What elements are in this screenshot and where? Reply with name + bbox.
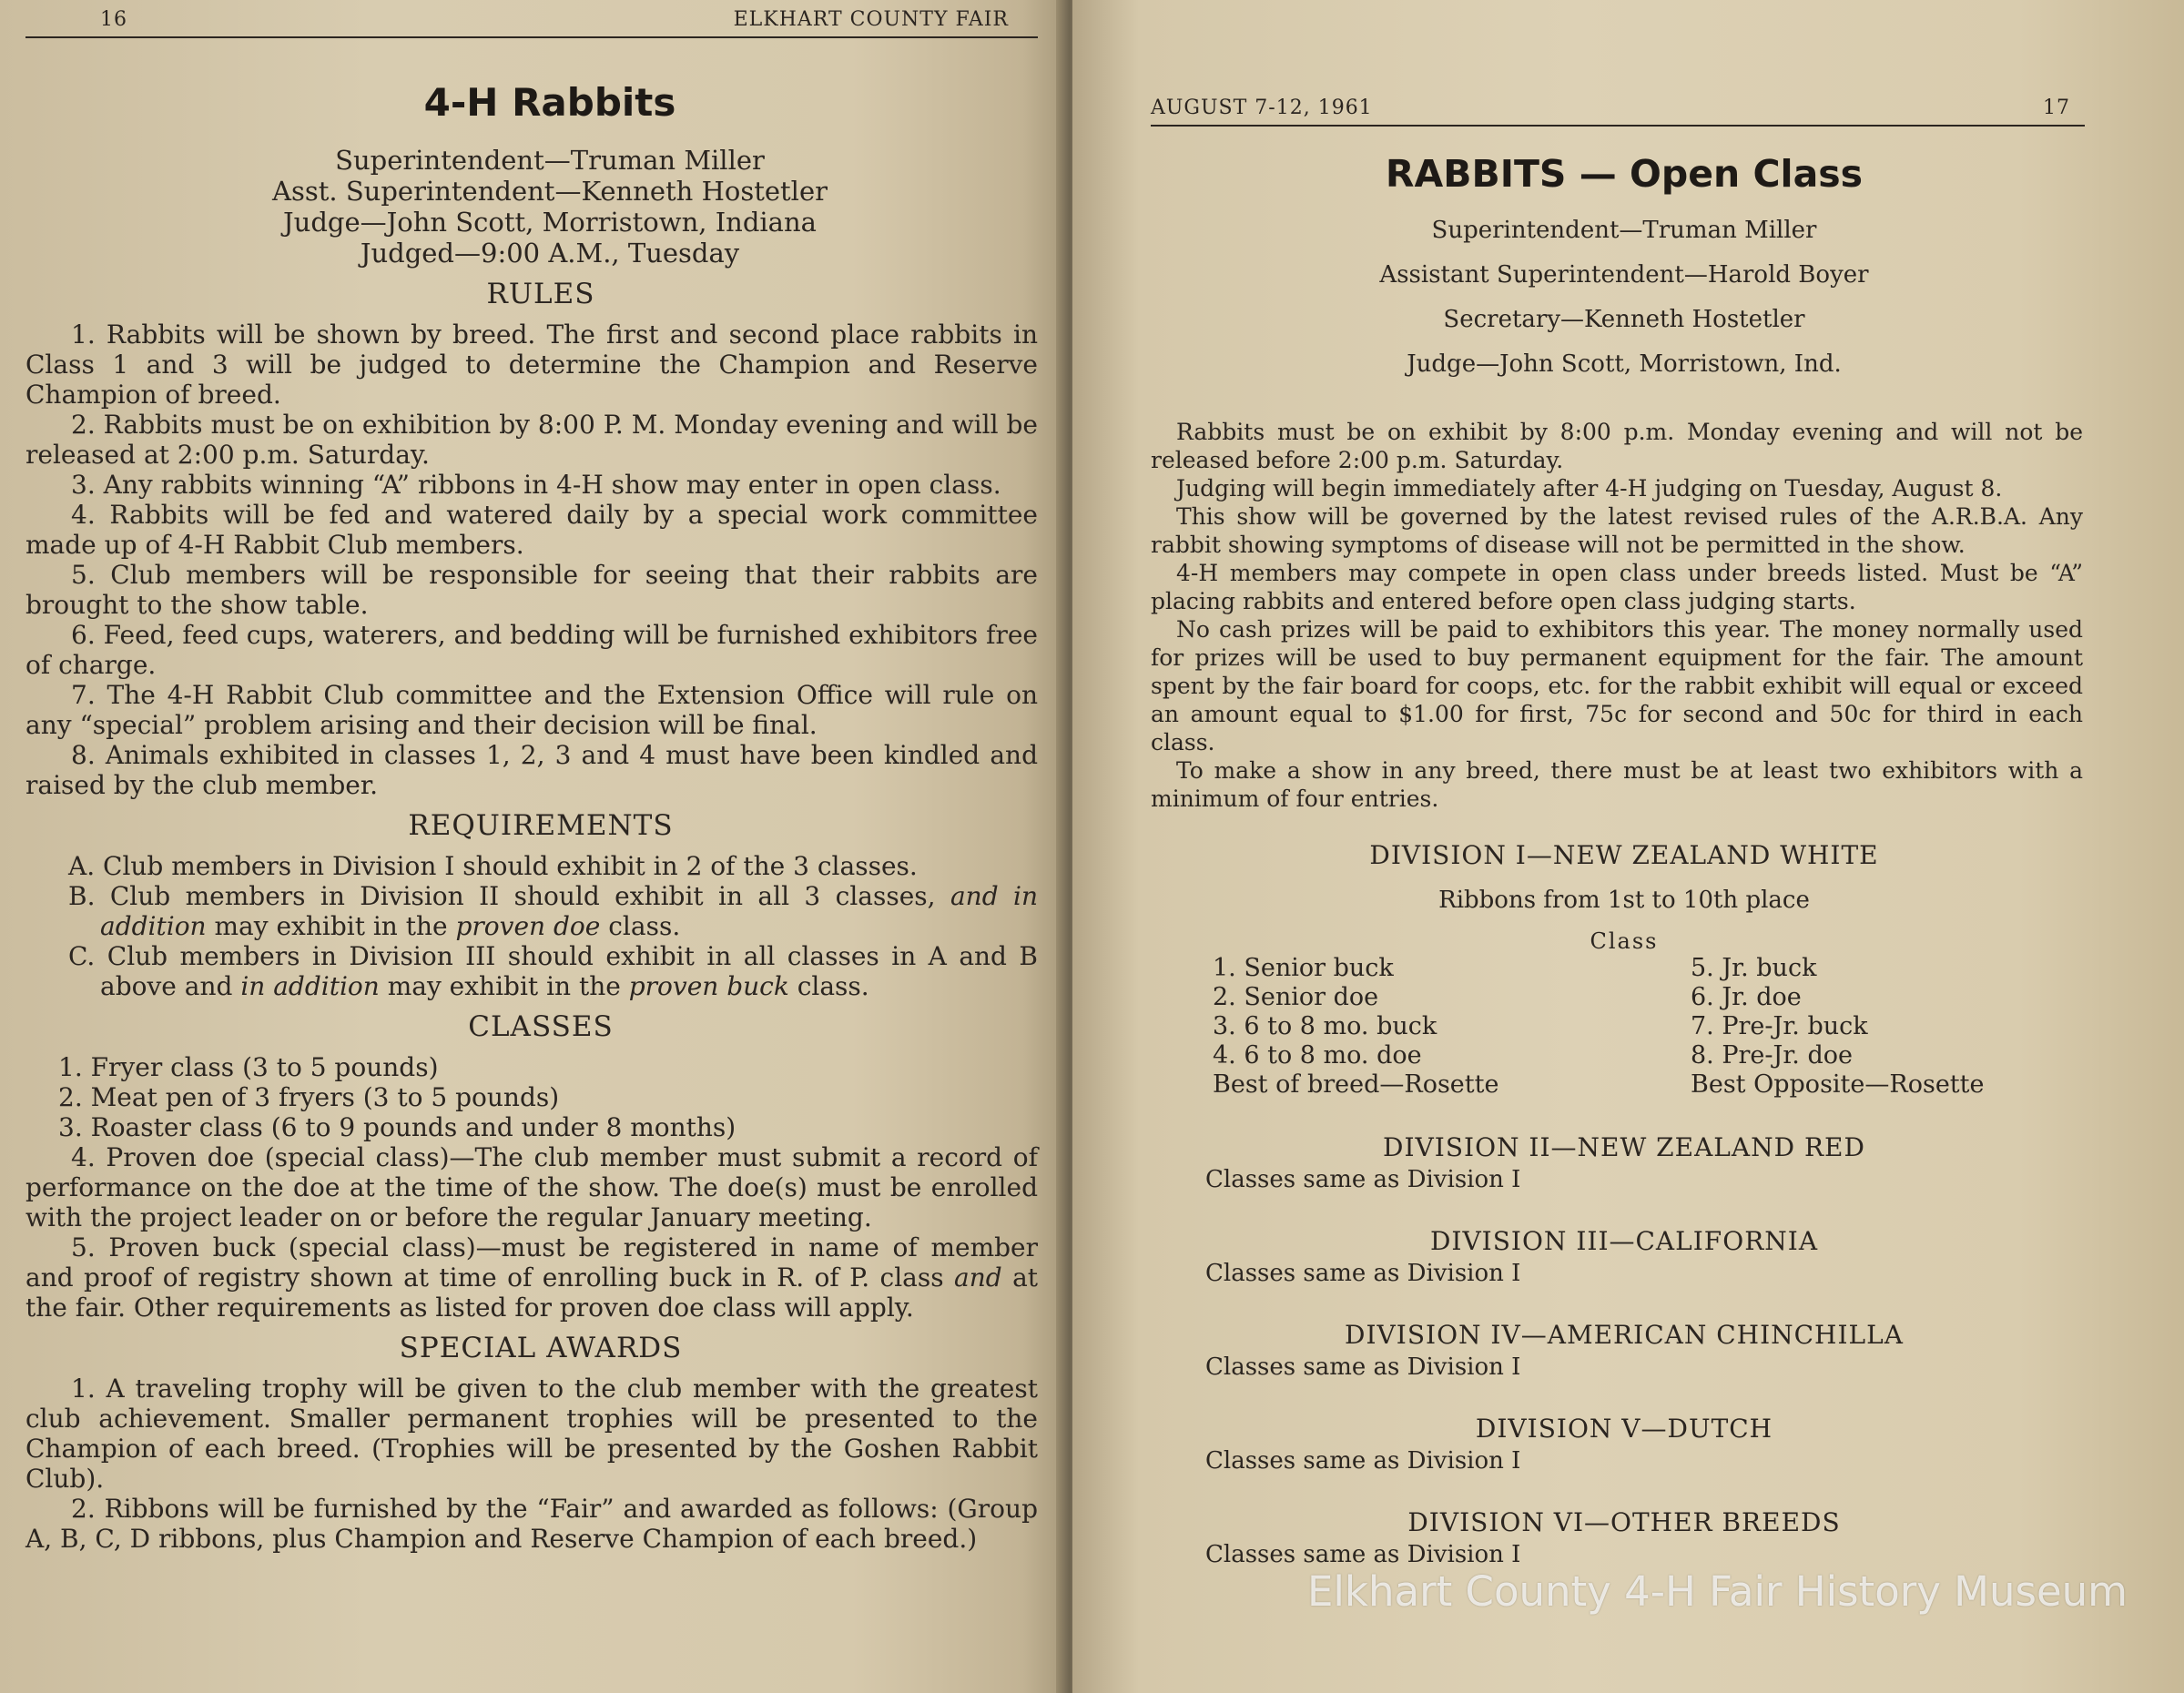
official-line: Secretary—Kenneth Hostetler <box>1443 306 1805 333</box>
requirement-text: may exhibit in the <box>214 911 448 941</box>
requirement-italic: proven buck <box>628 971 789 1001</box>
rule-item: 5. Club members will be responsible for seeing that their rabbits are brought to the show table. <box>25 560 1038 620</box>
classes-heading: CLASSES <box>468 1010 614 1043</box>
rule-item: 3. Any rabbits winning “A” ribbons in 4-H show may enter in open class. <box>71 470 1001 500</box>
right-page-number: 17 <box>2043 96 2070 119</box>
requirement-text: B. Club members in Division II should exhibit in all 3 classes, <box>68 881 936 911</box>
intro-paragraph: 4-H members may compete in open class under breeds listed. Must be “A” placing rabbits and entered before open class judging starts. <box>1151 560 2083 614</box>
division-note: Classes same as Division I <box>1205 1541 1521 1568</box>
division-class-item: 7. Pre-Jr. buck <box>1691 1012 1868 1040</box>
division-class-grid <box>1213 954 2148 1100</box>
official-line: Judged—9:00 A.M., Tuesday <box>360 238 740 269</box>
rule-item: 2. Rabbits must be on exhibition by 8:00 P. M. Monday evening and will be released at 2:00 p.m. Saturday. <box>25 410 1038 470</box>
division-note: Classes same as Division I <box>1205 1260 1521 1287</box>
right-page <box>1072 0 2184 1693</box>
official-line: Asst. Superintendent—Kenneth Hostetler <box>272 176 828 207</box>
class-item <box>25 1232 1038 1323</box>
division-heading: DIVISION IV—AMERICAN CHINCHILLA <box>1345 1320 1904 1350</box>
division-note: Classes same as Division I <box>1205 1166 1521 1193</box>
class-item: 3. Roaster class (6 to 9 pounds and under 8 months) <box>58 1112 736 1142</box>
official-line: Superintendent—Truman Miller <box>335 145 765 176</box>
intro-paragraph: No cash prizes will be paid to exhibitors this year. The money normally used for prizes will be used to buy permanent equipment for the fair. The amount spent by the fair board for coops, etc. for the rabbit exhibit will equal or exceed an amount equal to $1.00 for first, 75c for second and 50c for third in each class. <box>1151 616 2083 755</box>
requirement-item: A. Club members in Division I should exhibit in 2 of the 3 classes. <box>68 851 918 881</box>
special-awards-heading: SPECIAL AWARDS <box>399 1332 683 1364</box>
left-page <box>0 0 1065 1693</box>
requirement-item <box>25 881 1038 941</box>
left-running-title: ELKHART COUNTY FAIR <box>733 8 1009 31</box>
left-officials <box>25 145 1038 269</box>
left-page-number: 16 <box>100 8 127 31</box>
division-class-item: 2. Senior doe <box>1213 983 1379 1011</box>
award-item: 2. Ribbons will be furnished by the “Fair” and awarded as follows: (Group A, B, C, D ribbons, plus Champion and Reserve Champion of each breed.) <box>25 1494 1038 1554</box>
official-line: Judge—John Scott, Morristown, Indiana <box>283 207 817 238</box>
right-running-head <box>1151 96 2085 127</box>
official-line: Judge—John Scott, Morristown, Ind. <box>1407 350 1842 378</box>
division-note: Classes same as Division I <box>1205 1447 1521 1475</box>
rule-item: 4. Rabbits will be fed and watered daily by a special work committee made up of 4-H Rabbit Club members. <box>25 500 1038 560</box>
requirement-text: class. <box>797 971 869 1001</box>
rule-item: 7. The 4-H Rabbit Club committee and the Extension Office will rule on any “special” problem arising and their decision will be final. <box>25 680 1038 740</box>
class-item: 4. Proven doe (special class)—The club member must submit a record of performance on the doe at the time of the show. The doe(s) must be enrolled with the project leader on or before the regular January meeting. <box>25 1142 1038 1232</box>
official-line: Assistant Superintendent—Harold Boyer <box>1379 261 1869 289</box>
division-block <box>1151 1226 2148 1287</box>
division-ribbons: Ribbons from 1st to 10th place <box>1438 887 1810 914</box>
official-line: Superintendent—Truman Miller <box>1431 217 1817 244</box>
intro-paragraph: To make a show in any breed, there must be at least two exhibitors with a minimum of four entries. <box>1151 757 2083 812</box>
rules-heading: RULES <box>486 278 595 310</box>
rule-item: 8. Animals exhibited in classes 1, 2, 3 and 4 must have been kindled and raised by the club member. <box>25 740 1038 800</box>
left-page-title: 4-H Rabbits <box>423 80 676 125</box>
right-page-title: RABBITS — Open Class <box>1385 152 1864 196</box>
classes-list <box>25 1052 1038 1323</box>
requirements-list <box>25 851 1038 1001</box>
intro-paragraph: Rabbits must be on exhibit by 8:00 p.m. Monday evening and will not be released before 2:00 p.m. Saturday. <box>1151 419 2083 473</box>
requirement-text: may exhibit in the <box>387 971 621 1001</box>
class-label: Class <box>1590 928 1659 954</box>
rule-item: 1. Rabbits will be shown by breed. The first and second place rabbits in Class 1 and 3 will be judged to determine the Champion and Reserve Champion of breed. <box>25 319 1038 410</box>
requirement-italic: in addition <box>240 971 380 1001</box>
division-class-item: Best Opposite—Rosette <box>1691 1070 1985 1099</box>
division-block <box>1151 1414 2148 1475</box>
intro-paragraph: Judging will begin immediately after 4-H judging on Tuesday, August 8. <box>1176 475 2003 502</box>
rule-item: 6. Feed, feed cups, waterers, and bedding will be furnished exhibitors free of charge. <box>25 620 1038 680</box>
left-running-head <box>25 0 1038 38</box>
division-class-item: 5. Jr. buck <box>1691 954 1817 982</box>
division-class-item: Best of breed—Rosette <box>1213 1070 1499 1099</box>
division-heading: DIVISION V—DUTCH <box>1475 1414 1773 1444</box>
requirement-italic: and in addition <box>100 881 1039 941</box>
requirement-item <box>25 941 1038 1001</box>
division-block <box>1151 1320 2148 1381</box>
right-officials <box>1151 208 2098 387</box>
division-heading: DIVISION III—CALIFORNIA <box>1429 1226 1819 1256</box>
division-heading: DIVISION I—NEW ZEALAND WHITE <box>1369 840 1879 870</box>
museum-watermark: Elkhart County 4-H Fair History Museum <box>1307 1567 2128 1616</box>
requirement-italic: proven doe <box>455 911 601 941</box>
division-heading: DIVISION II—NEW ZEALAND RED <box>1383 1132 1865 1162</box>
division-class-item: 3. 6 to 8 mo. buck <box>1213 1012 1437 1040</box>
right-dates: AUGUST 7-12, 1961 <box>1151 96 1373 119</box>
class-italic: and <box>954 1262 1002 1293</box>
intro-paragraph: This show will be governed by the latest revised rules of the A.R.B.A. Any rabbit showing symptoms of disease will not be permitted in the show. <box>1151 503 2083 558</box>
division-block <box>1151 1132 2148 1193</box>
division-class-item: 6. Jr. doe <box>1691 983 1802 1011</box>
requirement-text: class. <box>608 911 681 941</box>
class-text: 5. Proven buck (special class)—must be registered in name of member and proof of registry shown at time of enrolling buck in R. of P. class <box>25 1232 1038 1293</box>
division-class-item: 4. 6 to 8 mo. doe <box>1213 1041 1422 1070</box>
division-block <box>1151 840 2148 1100</box>
class-text: at the fair. Other requirements as listed for proven doe class will apply. <box>25 1262 1039 1323</box>
class-item: 2. Meat pen of 3 fryers (3 to 5 pounds) <box>58 1082 560 1112</box>
division-heading: DIVISION VI—OTHER BREEDS <box>1407 1507 1841 1537</box>
division-block <box>1151 1507 2148 1568</box>
division-note: Classes same as Division I <box>1205 1353 1521 1381</box>
division-class-item: 8. Pre-Jr. doe <box>1691 1041 1853 1070</box>
requirements-heading: REQUIREMENTS <box>408 809 674 842</box>
special-awards-list <box>25 1374 1038 1554</box>
requirement-text: C. Club members in Division III should exhibit in all classes in A and B above and <box>68 941 1038 1001</box>
rules-list <box>25 319 1038 800</box>
award-item: 1. A traveling trophy will be given to the club member with the greatest club achievement. Smaller permanent trophies will be presented to the Champion of each breed. (Trophies will be presented by the Goshen Rabbit Club). <box>25 1374 1038 1494</box>
division-class-item: 1. Senior buck <box>1213 954 1394 982</box>
open-class-rules <box>1151 418 2083 813</box>
class-item: 1. Fryer class (3 to 5 pounds) <box>58 1052 439 1082</box>
